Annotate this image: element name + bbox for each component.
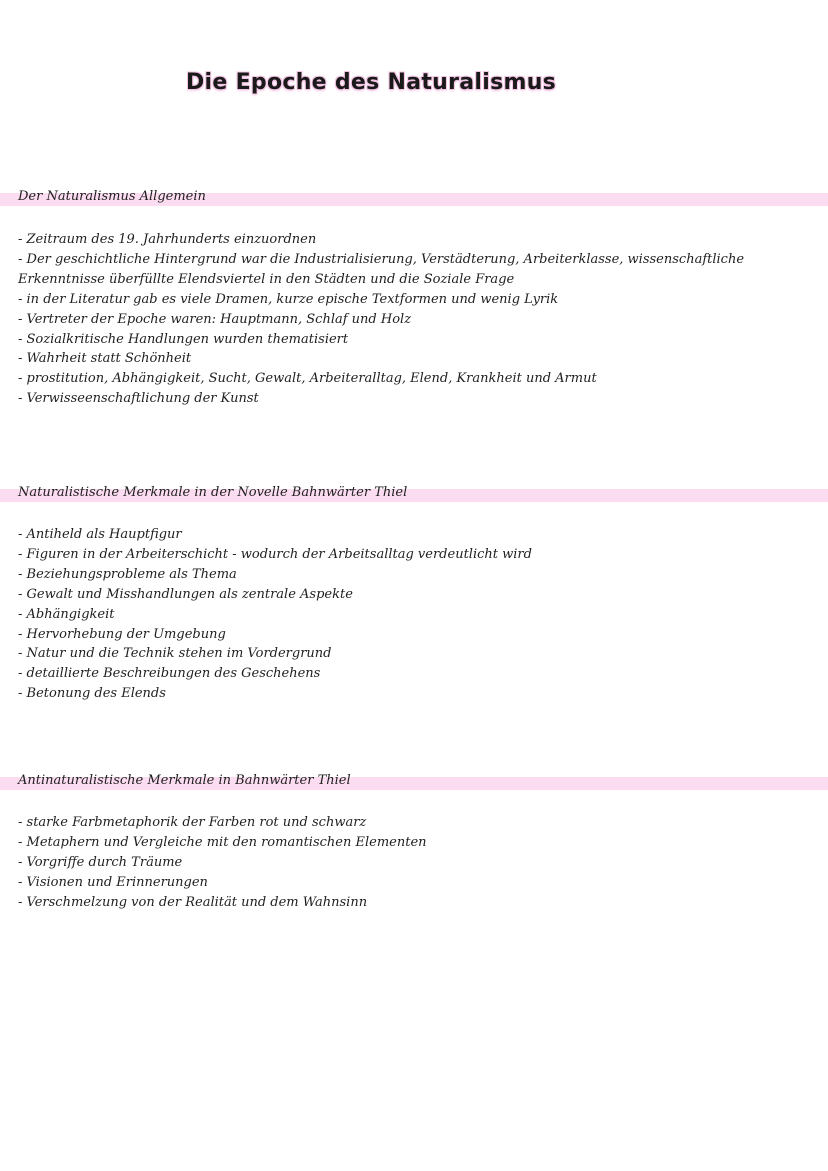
list-item: - starke Farbmetaphorik der Farben rot und schwarz <box>18 815 367 830</box>
list-item: - Verschmelzung von der Realität und dem Wahnsinn <box>18 894 368 910</box>
section-naturalistische-merkmale <box>0 485 828 702</box>
list-item: - Metaphern und Vergleiche mit den romantischen Elementen <box>18 834 427 850</box>
section-heading: Der Naturalismus Allgemein <box>18 189 206 204</box>
section-heading: Antinaturalistische Merkmale in Bahnwärter Thiel <box>18 773 351 788</box>
list-item: - Der geschichtliche Hintergrund war die Industrialisierung, Verstädterung, Arbeiterklasse, wissenschaftliche Erkenntnisse überfüllte Elendsviertel in den Städten und die Soziale Frage <box>18 251 745 287</box>
section-heading-highlight <box>0 189 828 206</box>
list-item: - in der Literatur gab es viele Dramen, kurze epische Textformen und wenig Lyrik <box>18 291 559 307</box>
list-item: - detaillierte Beschreibungen des Geschehens <box>18 666 321 682</box>
list-item: - Betonung des Elends <box>18 686 166 702</box>
list-item: - Antiheld als Hauptfigur <box>18 527 182 542</box>
section-antinaturalistische-merkmale <box>0 773 828 910</box>
list-item: - prostitution, Abhängigkeit, Sucht, Gewalt, Arbeiteralltag, Elend, Krankheit und Armut <box>18 371 597 387</box>
list-item: - Wahrheit statt Schönheit <box>18 351 192 367</box>
page-title: Die Epoche des Naturalismus <box>186 70 557 95</box>
list-item: - Vertreter der Epoche waren: Hauptmann, Schlaf und Holz <box>18 311 412 327</box>
bullet-list <box>18 525 798 704</box>
list-item: - Zeitraum des 19. Jahrhunderts einzuordnen <box>18 232 317 247</box>
section-heading: Naturalistische Merkmale in der Novelle Bahnwärter Thiel <box>18 485 408 500</box>
list-item: - Beziehungsprobleme als Thema <box>18 566 237 582</box>
list-item: - Gewalt und Misshandlungen als zentrale Aspekte <box>18 586 353 602</box>
bullet-list <box>18 230 798 409</box>
section-heading-highlight <box>0 485 828 502</box>
section-heading-highlight <box>0 773 828 790</box>
list-item: - Sozialkritische Handlungen wurden thematisiert <box>18 331 349 347</box>
bullet-list <box>18 813 798 913</box>
list-item: - Vorgriffe durch Träume <box>18 854 183 870</box>
list-item: - Natur und die Technik stehen im Vordergrund <box>18 646 332 662</box>
list-item: - Visionen und Erinnerungen <box>18 874 208 890</box>
list-item: - Verwisseenschaftlichung der Kunst <box>18 391 259 407</box>
section-naturalismus-allgemein <box>0 189 828 407</box>
list-item: - Hervorhebung der Umgebung <box>18 626 226 642</box>
list-item: - Figuren in der Arbeiterschicht - wodurch der Arbeitsalltag verdeutlicht wird <box>18 546 532 562</box>
list-item: - Abhängigkeit <box>18 606 115 622</box>
